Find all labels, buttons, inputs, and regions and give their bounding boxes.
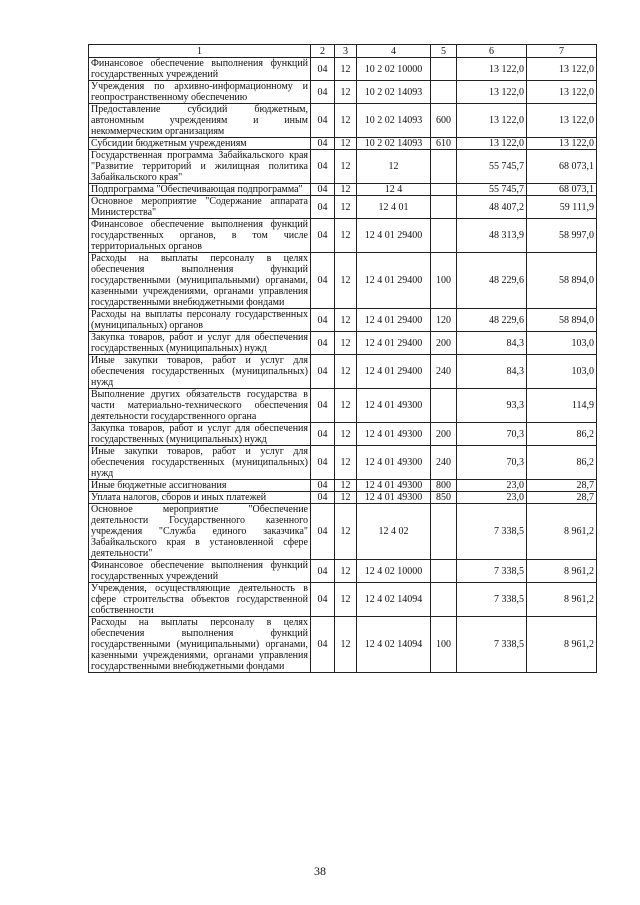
- table-row: [89, 389, 597, 423]
- subsection-code-cell: 12: [335, 309, 357, 332]
- column-header: 3: [335, 45, 357, 58]
- table-row: [89, 196, 597, 219]
- expense-type-cell: [431, 184, 457, 196]
- expense-type-cell: [431, 150, 457, 184]
- expense-type-cell: 850: [431, 492, 457, 504]
- table-row: [89, 332, 597, 355]
- amount-cell: 7 338,5: [457, 504, 527, 560]
- section-code-cell: 04: [311, 58, 335, 81]
- expense-type-cell: [431, 583, 457, 617]
- table-row: [89, 583, 597, 617]
- target-article-cell: 10 2 02 14093: [357, 81, 431, 104]
- amount-cell: 28,7: [527, 492, 597, 504]
- amount-cell: 114,9: [527, 389, 597, 423]
- expense-type-cell: [431, 389, 457, 423]
- amount-cell: 23,0: [457, 492, 527, 504]
- target-article-cell: 12 4: [357, 184, 431, 196]
- target-article-cell: 12 4 02: [357, 504, 431, 560]
- amount-cell: 8 961,2: [527, 583, 597, 617]
- row-name-cell: Иные закупки товаров, работ и услуг для обеспечения государственных (муниципальных) нужд: [89, 446, 311, 480]
- row-name-cell: Основное мероприятие "Обеспечение деятельности Государственного казенного учреждения "Служба единого заказчика" Забайкальского края в установленной сфере деятельности": [89, 504, 311, 560]
- expense-type-cell: 100: [431, 253, 457, 309]
- subsection-code-cell: 12: [335, 332, 357, 355]
- subsection-code-cell: 12: [335, 423, 357, 446]
- target-article-cell: 12 4 01 29400: [357, 332, 431, 355]
- table-row: [89, 253, 597, 309]
- row-name-cell: Учреждения по архивно-информационному и геопространственному обеспечению: [89, 81, 311, 104]
- expense-type-cell: [431, 560, 457, 583]
- table-row: [89, 138, 597, 150]
- expense-type-cell: 200: [431, 423, 457, 446]
- section-code-cell: 04: [311, 355, 335, 389]
- target-article-cell: 12 4 01 29400: [357, 253, 431, 309]
- subsection-code-cell: 12: [335, 560, 357, 583]
- target-article-cell: 12 4 02 14094: [357, 583, 431, 617]
- section-code-cell: 04: [311, 492, 335, 504]
- expense-type-cell: [431, 81, 457, 104]
- target-article-cell: 12 4 01: [357, 196, 431, 219]
- row-name-cell: Закупка товаров, работ и услуг для обеспечения государственных (муниципальных) нужд: [89, 423, 311, 446]
- amount-cell: 103,0: [527, 355, 597, 389]
- table-row: [89, 58, 597, 81]
- amount-cell: 48 229,6: [457, 253, 527, 309]
- table-row: [89, 184, 597, 196]
- row-name-cell: Финансовое обеспечение выполнения функций государственных учреждений: [89, 560, 311, 583]
- amount-cell: 13 122,0: [527, 104, 597, 138]
- section-code-cell: 04: [311, 219, 335, 253]
- subsection-code-cell: 12: [335, 583, 357, 617]
- subsection-code-cell: 12: [335, 219, 357, 253]
- amount-cell: 55 745,7: [457, 150, 527, 184]
- table-row: [89, 219, 597, 253]
- expense-type-cell: [431, 196, 457, 219]
- amount-cell: 48 229,6: [457, 309, 527, 332]
- target-article-cell: 12 4 01 29400: [357, 355, 431, 389]
- section-code-cell: 04: [311, 504, 335, 560]
- amount-cell: 58 997,0: [527, 219, 597, 253]
- expense-type-cell: 240: [431, 355, 457, 389]
- subsection-code-cell: 12: [335, 253, 357, 309]
- subsection-code-cell: 12: [335, 504, 357, 560]
- amount-cell: 84,3: [457, 332, 527, 355]
- amount-cell: 68 073,1: [527, 150, 597, 184]
- section-code-cell: 04: [311, 309, 335, 332]
- header-row: [89, 45, 597, 58]
- expense-type-cell: 200: [431, 332, 457, 355]
- subsection-code-cell: 12: [335, 492, 357, 504]
- section-code-cell: 04: [311, 560, 335, 583]
- table-row: [89, 560, 597, 583]
- amount-cell: 8 961,2: [527, 617, 597, 673]
- section-code-cell: 04: [311, 332, 335, 355]
- row-name-cell: Основное мероприятие "Содержание аппарата Министерства": [89, 196, 311, 219]
- amount-cell: 93,3: [457, 389, 527, 423]
- target-article-cell: 10 2 02 14093: [357, 138, 431, 150]
- amount-cell: 48 407,2: [457, 196, 527, 219]
- subsection-code-cell: 12: [335, 184, 357, 196]
- subsection-code-cell: 12: [335, 446, 357, 480]
- amount-cell: 70,3: [457, 446, 527, 480]
- table-row: [89, 446, 597, 480]
- budget-table: [88, 44, 597, 673]
- target-article-cell: 12: [357, 150, 431, 184]
- column-header: 1: [89, 45, 311, 58]
- amount-cell: 68 073,1: [527, 184, 597, 196]
- section-code-cell: 04: [311, 253, 335, 309]
- amount-cell: 23,0: [457, 480, 527, 492]
- row-name-cell: Иные закупки товаров, работ и услуг для обеспечения государственных (муниципальных) нужд: [89, 355, 311, 389]
- row-name-cell: Подпрограмма "Обеспечивающая подпрограмма": [89, 184, 311, 196]
- amount-cell: 13 122,0: [527, 58, 597, 81]
- amount-cell: 8 961,2: [527, 560, 597, 583]
- table-row: [89, 504, 597, 560]
- section-code-cell: 04: [311, 583, 335, 617]
- row-name-cell: Расходы на выплаты персоналу государственных (муниципальных) органов: [89, 309, 311, 332]
- row-name-cell: Иные бюджетные ассигнования: [89, 480, 311, 492]
- table-row: [89, 355, 597, 389]
- amount-cell: 58 894,0: [527, 253, 597, 309]
- section-code-cell: 04: [311, 81, 335, 104]
- amount-cell: 70,3: [457, 423, 527, 446]
- section-code-cell: 04: [311, 104, 335, 138]
- section-code-cell: 04: [311, 196, 335, 219]
- section-code-cell: 04: [311, 446, 335, 480]
- table-row: [89, 480, 597, 492]
- target-article-cell: 10 2 02 14093: [357, 104, 431, 138]
- target-article-cell: 12 4 02 14094: [357, 617, 431, 673]
- amount-cell: 7 338,5: [457, 583, 527, 617]
- amount-cell: 13 122,0: [457, 58, 527, 81]
- target-article-cell: 12 4 01 49300: [357, 480, 431, 492]
- amount-cell: 13 122,0: [457, 138, 527, 150]
- row-name-cell: Субсидии бюджетным учреждениям: [89, 138, 311, 150]
- subsection-code-cell: 12: [335, 355, 357, 389]
- section-code-cell: 04: [311, 184, 335, 196]
- expense-type-cell: 600: [431, 104, 457, 138]
- amount-cell: 13 122,0: [527, 81, 597, 104]
- row-name-cell: Учреждения, осуществляющие деятельность в сфере строительства объектов государственной собственности: [89, 583, 311, 617]
- expense-type-cell: 240: [431, 446, 457, 480]
- table-row: [89, 492, 597, 504]
- section-code-cell: 04: [311, 389, 335, 423]
- section-code-cell: 04: [311, 617, 335, 673]
- subsection-code-cell: 12: [335, 104, 357, 138]
- subsection-code-cell: 12: [335, 138, 357, 150]
- table-row: [89, 617, 597, 673]
- page-number: 38: [314, 864, 326, 878]
- expense-type-cell: 120: [431, 309, 457, 332]
- row-name-cell: Закупка товаров, работ и услуг для обеспечения государственных (муниципальных) нужд: [89, 332, 311, 355]
- subsection-code-cell: 12: [335, 81, 357, 104]
- section-code-cell: 04: [311, 423, 335, 446]
- subsection-code-cell: 12: [335, 480, 357, 492]
- amount-cell: 84,3: [457, 355, 527, 389]
- table-row: [89, 150, 597, 184]
- table-body: [89, 58, 597, 673]
- table-row: [89, 423, 597, 446]
- amount-cell: 103,0: [527, 332, 597, 355]
- expense-type-cell: 100: [431, 617, 457, 673]
- target-article-cell: 12 4 01 49300: [357, 389, 431, 423]
- row-name-cell: Финансовое обеспечение выполнения функций государственных органов, в том числе территориальных органов: [89, 219, 311, 253]
- amount-cell: 55 745,7: [457, 184, 527, 196]
- subsection-code-cell: 12: [335, 389, 357, 423]
- target-article-cell: 10 2 02 10000: [357, 58, 431, 81]
- row-name-cell: Финансовое обеспечение выполнения функций государственных учреждений: [89, 58, 311, 81]
- table-row: [89, 104, 597, 138]
- subsection-code-cell: 12: [335, 58, 357, 81]
- subsection-code-cell: 12: [335, 150, 357, 184]
- target-article-cell: 12 4 01 49300: [357, 492, 431, 504]
- column-header: 5: [431, 45, 457, 58]
- target-article-cell: 12 4 01 49300: [357, 446, 431, 480]
- subsection-code-cell: 12: [335, 196, 357, 219]
- amount-cell: 7 338,5: [457, 617, 527, 673]
- amount-cell: 86,2: [527, 446, 597, 480]
- table-row: [89, 81, 597, 104]
- amount-cell: 58 894,0: [527, 309, 597, 332]
- expense-type-cell: [431, 58, 457, 81]
- amount-cell: 86,2: [527, 423, 597, 446]
- target-article-cell: 12 4 01 49300: [357, 423, 431, 446]
- column-header: 4: [357, 45, 431, 58]
- target-article-cell: 12 4 01 29400: [357, 219, 431, 253]
- row-name-cell: Расходы на выплаты персоналу в целях обеспечения выполнения функций государственными (муниципальными) органами, казенными учреждениями, органами управления государственными внебюджетными фондами: [89, 253, 311, 309]
- row-name-cell: Выполнение других обязательств государства в части материально-технического обеспечения деятельности государственного органа: [89, 389, 311, 423]
- column-header: 6: [457, 45, 527, 58]
- amount-cell: 13 122,0: [527, 138, 597, 150]
- amount-cell: 28,7: [527, 480, 597, 492]
- section-code-cell: 04: [311, 138, 335, 150]
- expense-type-cell: 800: [431, 480, 457, 492]
- expense-type-cell: [431, 504, 457, 560]
- row-name-cell: Государственная программа Забайкальского края "Развитие территорий и жилищная политика Забайкальского края": [89, 150, 311, 184]
- subsection-code-cell: 12: [335, 617, 357, 673]
- expense-type-cell: [431, 219, 457, 253]
- row-name-cell: Расходы на выплаты персоналу в целях обеспечения выполнения функций государственными (муниципальными) органами, казенными учреждениями, органами управления государственными внебюджетными фондами: [89, 617, 311, 673]
- column-header: 2: [311, 45, 335, 58]
- expense-type-cell: 610: [431, 138, 457, 150]
- target-article-cell: 12 4 02 10000: [357, 560, 431, 583]
- amount-cell: 8 961,2: [527, 504, 597, 560]
- section-code-cell: 04: [311, 150, 335, 184]
- section-code-cell: 04: [311, 480, 335, 492]
- column-header: 7: [527, 45, 597, 58]
- amount-cell: 48 313,9: [457, 219, 527, 253]
- row-name-cell: Уплата налогов, сборов и иных платежей: [89, 492, 311, 504]
- row-name-cell: Предоставление субсидий бюджетным, автономным учреждениям и иным некоммерческим организациям: [89, 104, 311, 138]
- amount-cell: 13 122,0: [457, 81, 527, 104]
- amount-cell: 7 338,5: [457, 560, 527, 583]
- table-row: [89, 309, 597, 332]
- amount-cell: 13 122,0: [457, 104, 527, 138]
- target-article-cell: 12 4 01 29400: [357, 309, 431, 332]
- amount-cell: 59 111,9: [527, 196, 597, 219]
